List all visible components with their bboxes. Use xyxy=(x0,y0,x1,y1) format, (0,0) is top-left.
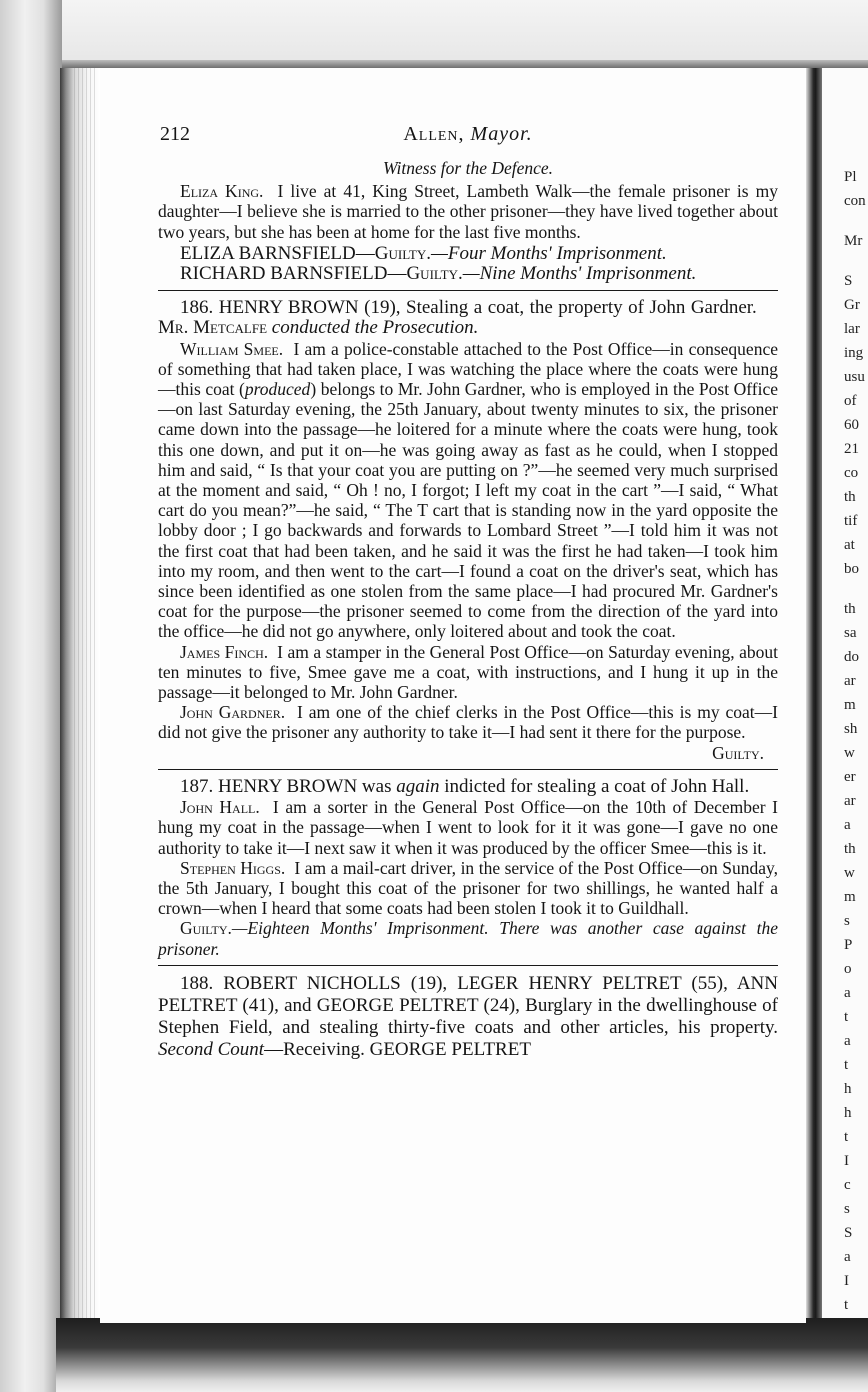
testimony-text: I am a sorter in the General Post Office—on the 10th of December I hung my coat in the passage—when I went to look for it it was gone—I gave no one authority to take it—I next saw it when it was produced by the officer Smee—this is it. xyxy=(158,797,778,858)
case-187-verdict xyxy=(158,918,778,958)
case-title-rest: —Receiving. GEORGE PELTRET xyxy=(264,1038,531,1060)
running-head-role: Mayor. xyxy=(470,123,533,145)
again-emphasis: again xyxy=(396,775,440,797)
facing-page-fragment: of xyxy=(844,393,857,409)
sentence: —Nine Months' Imprisonment. xyxy=(462,263,697,285)
witness-testimony-john-gardner xyxy=(158,702,778,763)
witness-name: Stephen Higgs. xyxy=(180,857,286,878)
page-header xyxy=(158,124,778,150)
witness-testimony-william-smee xyxy=(158,339,778,642)
facing-page-fragment: m xyxy=(844,889,856,905)
witness-name: James Finch. xyxy=(180,641,269,662)
page-number: 212 xyxy=(160,123,190,145)
facing-page-fragment: tif xyxy=(844,513,858,529)
facing-page-fragment: t xyxy=(844,1057,849,1073)
testimony-text: I live at 41, King Street, Lambeth Walk—the female prisoner is my daughter—I believe she is married to the other prisoner—they have lived together about two years, but she has been at home for the last five months. xyxy=(158,181,778,242)
witness-testimony-eliza-king xyxy=(158,181,778,242)
facing-page-edge xyxy=(822,68,868,1323)
verdict: Guilty. xyxy=(374,242,432,264)
running-head: Allen, Mayor. xyxy=(403,123,533,145)
facing-page-fragment: h xyxy=(844,1081,852,1097)
case-divider xyxy=(158,965,778,966)
witness-testimony-john-hall xyxy=(158,797,778,858)
testimony-text: I am a police-constable attached to the Post Office—in consequence of something that had taken place, I was watching the place where the coats were hung—this coat ( xyxy=(158,338,778,400)
facing-page-fragment: bo xyxy=(844,561,859,577)
facing-page-fragment: h xyxy=(844,1105,852,1121)
scan-top-margin xyxy=(0,0,868,68)
facing-page-fragment: Mr xyxy=(844,233,863,249)
facing-page-fragment: at xyxy=(844,537,855,553)
facing-page-fragment: a xyxy=(844,985,851,1001)
verdict: Guilty. xyxy=(712,742,764,763)
facing-page-fragment: con xyxy=(844,193,866,209)
scan-bottom-shadow xyxy=(56,1318,868,1392)
facing-page-fragment: m xyxy=(844,697,856,713)
witness-name: William Smee. xyxy=(180,338,284,359)
facing-page-fragment: th xyxy=(844,489,856,505)
facing-page-fragment: w xyxy=(844,745,855,761)
case-divider xyxy=(158,290,778,291)
prosecution-note: conducted the Prosecution. xyxy=(271,317,479,339)
facing-page-fragment: o xyxy=(844,961,852,977)
witness-name: John Gardner. xyxy=(180,702,286,723)
facing-page-fragment: ar xyxy=(844,673,856,689)
facing-page-fragment: I xyxy=(844,1273,849,1289)
testimony-text: I am a mail-cart driver, in the service of the Post Office—on Sunday, the 5th January, I bought this coat of the prisoner for two shillings, he wanted half a crown—when I heard that some coats had been stolen I took it to Guildhall. xyxy=(158,857,779,919)
case-title-rest: indicted for stealing a coat of John Hall. xyxy=(444,775,750,797)
verdict-line-eliza xyxy=(158,244,778,264)
facing-page-fragment: Gr xyxy=(844,297,860,313)
facing-page-fragment: th xyxy=(844,841,856,857)
facing-page-fragment: Pl xyxy=(844,169,857,185)
facing-page-fragment: S xyxy=(844,273,853,289)
facing-page-fragment: sa xyxy=(844,625,857,641)
verdict-line-richard xyxy=(158,264,778,284)
facing-page-fragment: sh xyxy=(844,721,858,737)
facing-page-fragment: er xyxy=(844,769,856,785)
witness-name: Eliza King. xyxy=(180,181,264,202)
facing-page-fragment: usu xyxy=(844,369,865,385)
book-page xyxy=(100,68,806,1323)
witness-testimony-james-finch xyxy=(158,642,778,703)
running-head-name: Allen xyxy=(403,123,459,145)
defendant-name: RICHARD BARNSFIELD— xyxy=(180,263,407,285)
facing-page-fragment: S xyxy=(844,1225,853,1241)
case-188-intro xyxy=(158,973,778,1061)
case-title: 188. ROBERT NICHOLLS (19), LEGER HENRY PELTRET (55), ANN PELTRET (41), and GEORGE PELTRET (24), Burglary in the dwellinghouse of Stephen Field, and stealing thirty-five coats and other articles, his property. xyxy=(158,972,778,1038)
case-title: 186. HENRY BROWN (19), Stealing a coat, the property of John Gardner. xyxy=(180,297,757,319)
facing-page-fragment: 60 xyxy=(844,417,859,433)
case-divider xyxy=(158,769,778,770)
facing-page-fragment: P xyxy=(844,937,853,953)
section-heading-defence: Witness for the Defence. xyxy=(382,158,554,178)
facing-page-fragment: do xyxy=(844,649,859,665)
gutter-page-edges xyxy=(74,68,96,1323)
case-title: 187. HENRY BROWN was xyxy=(180,775,392,797)
facing-page-fragment: a xyxy=(844,1033,851,1049)
facing-page-fragment: ing xyxy=(844,345,864,361)
facing-page-fragment: t xyxy=(844,1297,849,1313)
facing-page-fragment: s xyxy=(844,913,850,929)
testimony-text: I am one of the chief clerks in the Post Office—this is my coat—I did not give the prisoner any authority to take it—I had sent it there for the purpose. xyxy=(158,702,778,743)
facing-page-fragment: th xyxy=(844,601,856,617)
case-187-intro xyxy=(158,777,778,797)
facing-page-fragment: s xyxy=(844,1201,850,1217)
facing-page-fragment: c xyxy=(844,1177,851,1193)
produced-note: produced xyxy=(244,379,311,400)
facing-page-fragment: a xyxy=(844,1249,851,1265)
facing-page-fragment: a xyxy=(844,817,851,833)
witness-name: John Hall. xyxy=(180,797,260,818)
defendant-name: ELIZA BARNSFIELD— xyxy=(180,242,375,264)
testimony-text: I am a stamper in the General Post Office—on Saturday evening, about ten minutes to five, Smee gave me a coat, with instructions, and I hung it up in the passage—it belonged to Mr. John Gardner. xyxy=(158,641,778,703)
facing-page-fragment: I xyxy=(844,1153,849,1169)
book-spine-edge xyxy=(0,0,62,1392)
case-186-intro xyxy=(158,298,778,338)
prosecutor-name: Mr. Metcalfe xyxy=(158,317,268,339)
verdict: Guilty. xyxy=(406,263,463,285)
facing-page-fragment: co xyxy=(844,465,859,481)
second-count-label: Second Count xyxy=(158,1038,265,1060)
facing-page-fragment: t xyxy=(844,1009,849,1025)
facing-page-fragment: 21 xyxy=(844,441,859,457)
testimony-text: ) belongs to Mr. John Gardner, who is employed in the Post Office—on last Saturday evening, the 25th January, about twenty minutes to six, the prisoner came down into the passage—he loitered for a minute where the coats were hung, took this one down, and put it on—he was going away as fast as he could, when I stopped him and said, “ Is that your coat you are putting on ?”—he seemed very much surprised at the moment and said, “ Oh ! no, I forgot; I left my coat in the cart ”—I said, “ What cart do you mean?”—he said, “ The T cart that is standing now in the yard opposite the lobby door ; I go backwards and forwards to Lombard Street ”—I told him it was not the first coat that had been taken, and he said it was the first he had taken—I took him into my room, and then went to the cart—I found a coat on the driver's seat, which has since been identified as one stolen from the same place—I had procured Mr. Gardner's coat for the purpose—the prisoner seemed to come from the direction of the yard into the office—he did not go anywhere, only loitered about and took the coat. xyxy=(158,379,778,642)
facing-page-fragment: w xyxy=(844,865,855,881)
sentence: —Eighteen Months' Imprisonment. There was another case against the prisoner. xyxy=(158,918,778,959)
facing-page-fragment: lar xyxy=(844,321,860,337)
witness-testimony-stephen-higgs xyxy=(158,858,778,919)
verdict: Guilty. xyxy=(180,918,232,939)
facing-page-fragment: ar xyxy=(844,793,856,809)
page-content xyxy=(158,68,778,1061)
facing-page-fragment: t xyxy=(844,1129,849,1145)
sentence: —Four Months' Imprisonment. xyxy=(431,242,667,264)
facing-page-gap-shadow xyxy=(806,68,822,1323)
